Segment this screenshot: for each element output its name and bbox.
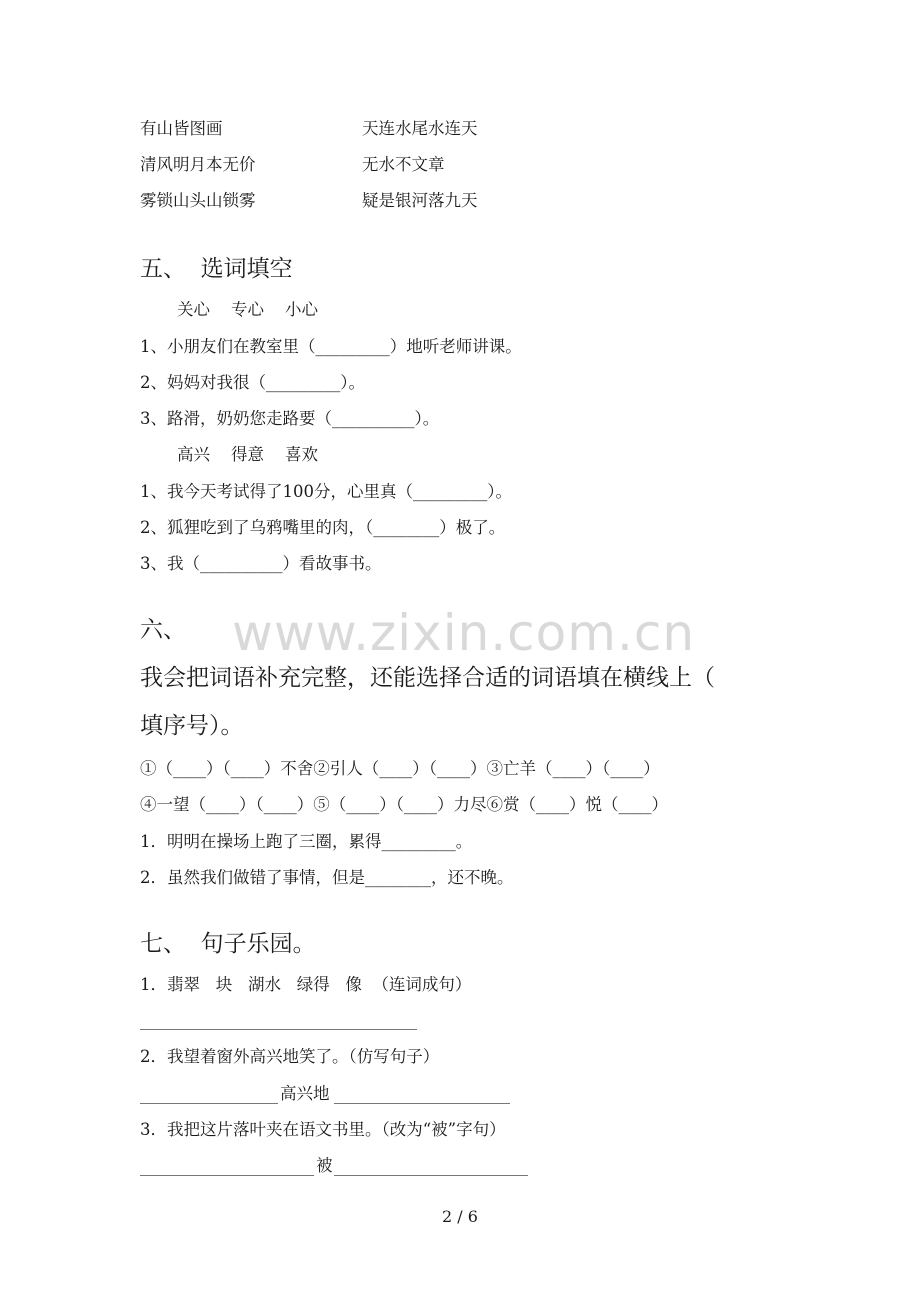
section6-instruction-line1: 我会把词语补充完整，还能选择合适的词语填在横线上（ [140, 665, 715, 691]
section7-question-1: 1．翡翠 块 湖水 绿得 像 （连词成句） [140, 975, 472, 994]
idiom-row-1: ①（____）（____）不舍②引人（____）（____）③亡羊（____）（____） [140, 759, 660, 778]
section5-item-5: 2、狐狸吃到了乌鸦嘴里的肉，（________）极了。 [140, 518, 506, 537]
idiom-row-2: ④一望（____）（____）⑤（____）（____）力尽⑥赏（____）悦（____） [140, 795, 668, 814]
watermark: www.zixin.com.cn [232, 604, 696, 662]
poem-left-3: 雾锁山头山锁雾 [140, 191, 256, 210]
answer-line-1 [140, 1029, 417, 1030]
section5-heading: 五、 选词填空 [140, 256, 293, 282]
word-bank-2: 高兴 得意 喜欢 [177, 445, 318, 464]
answer-line-2a [140, 1103, 278, 1104]
section7-question-2: 2．我望着窗外高兴地笑了。（仿写句子） [140, 1047, 440, 1066]
fill-word-gaoxingdi: 高兴地 [280, 1084, 330, 1103]
poem-right-2: 无水不文章 [362, 155, 445, 174]
section6-heading: 六、 [140, 617, 186, 643]
section5-item-6: 3、我（__________）看故事书。 [140, 554, 382, 573]
section6-instruction-line2: 填序号）。 [140, 713, 244, 739]
section7-question-3: 3．我把这片落叶夹在语文书里。（改为“被”字句） [140, 1120, 506, 1139]
section5-item-3: 3、路滑，奶奶您走路要（__________）。 [140, 409, 440, 428]
section6-question-1: 1．明明在操场上跑了三圈，累得_________。 [140, 832, 473, 851]
page-number: 2 / 6 [442, 1207, 478, 1226]
poem-right-1: 天连水尾水连天 [362, 119, 478, 138]
section7-heading: 七、 句子乐园。 [140, 931, 316, 957]
section5-item-2: 2、妈妈对我很（_________）。 [140, 373, 365, 392]
fill-word-bei: 被 [316, 1156, 333, 1175]
answer-line-2b [334, 1103, 510, 1104]
answer-line-3a [140, 1175, 314, 1176]
poem-right-3: 疑是银河落九天 [362, 191, 478, 210]
section5-item-4: 1、我今天考试得了100分，心里真（_________）。 [140, 482, 512, 501]
section5-item-1: 1、小朋友们在教室里（_________）地听老师讲课。 [140, 337, 522, 356]
poem-left-2: 清风明月本无价 [140, 155, 256, 174]
poem-left-1: 有山皆图画 [140, 119, 223, 138]
word-bank-1: 关心 专心 小心 [177, 300, 318, 319]
section6-question-2: 2．虽然我们做错了事情，但是________，还不晚。 [140, 868, 514, 887]
answer-line-3b [334, 1175, 528, 1176]
